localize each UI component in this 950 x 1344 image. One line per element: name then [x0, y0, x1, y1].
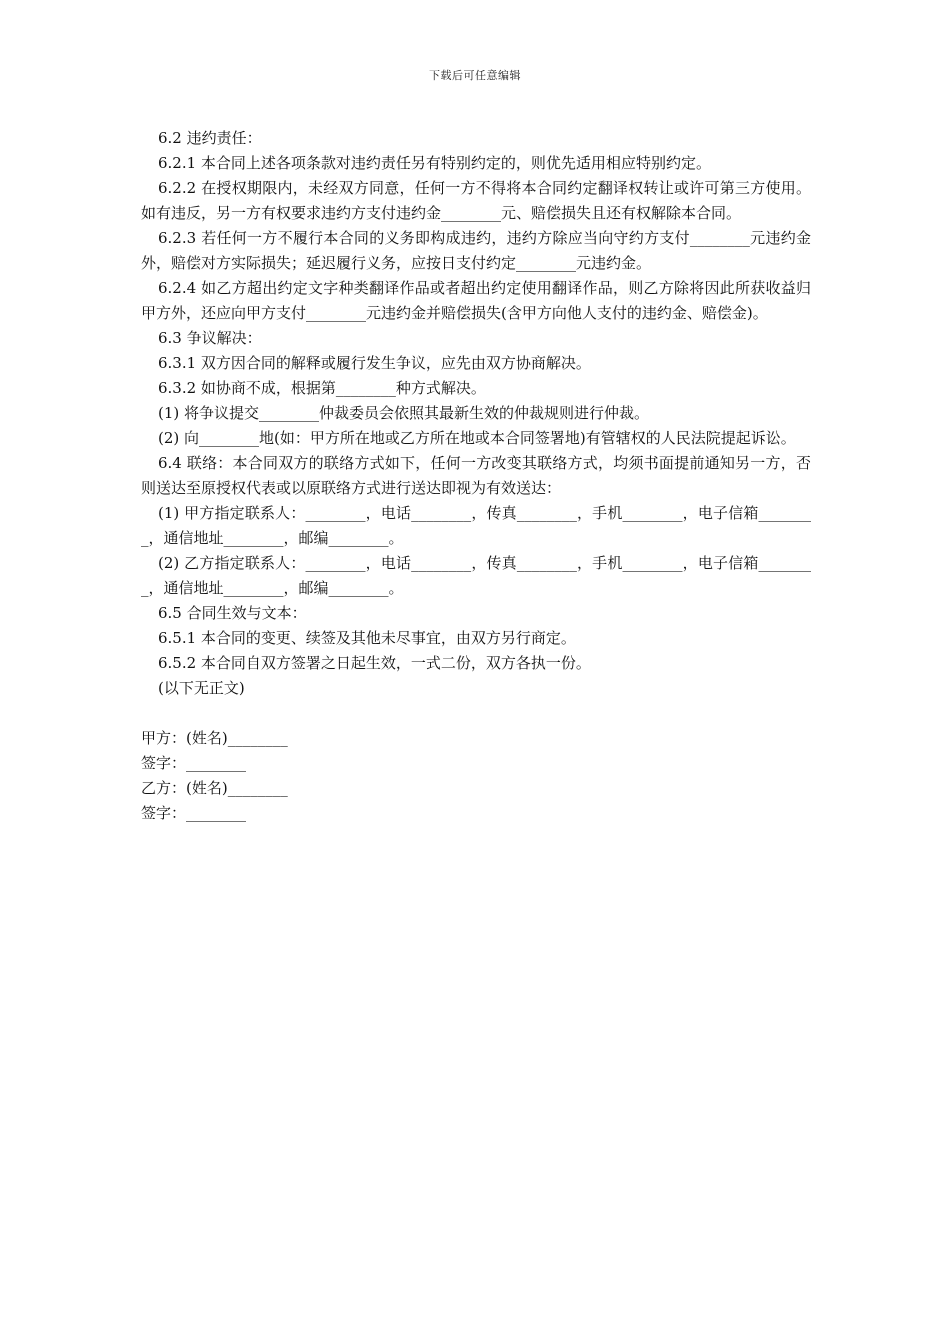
clause-paragraph: 6.2.2 在授权期限内，未经双方同意，任何一方不得将本合同约定翻译权转让或许可第三方使用。如有违反，另一方有权要求违约方支付违约金________元、赔偿损失且还有权解除本合同。 — [141, 179, 811, 222]
signature-line-party-b-sign: 签字：________ — [141, 804, 247, 822]
clause-paragraph: 6.5.1 本合同的变更、续签及其他未尽事宜，由双方另行商定。 — [158, 629, 576, 647]
document-body — [141, 126, 811, 826]
page-header: 下载后可任意编辑 — [429, 69, 521, 82]
signature-line-party-a: 甲方：(姓名)________ — [141, 729, 288, 747]
clause-paragraph: 6.2.4 如乙方超出约定文字种类翻译作品或者超出约定使用翻译作品，则乙方除将因此所获收益归甲方外，还应向甲方支付________元违约金并赔偿损失(含甲方向他人支付的违约金、赔偿金)。 — [141, 279, 811, 322]
clause-paragraph: 6.2.3 若任何一方不履行本合同的义务即构成违约，违约方除应当向守约方支付________元违约金外，赔偿对方实际损失；延迟履行义务，应按日支付约定________元违约金。 — [141, 229, 811, 272]
clause-paragraph: (2) 向________地(如：甲方所在地或乙方所在地或本合同签署地)有管辖权的人民法院提起诉讼。 — [158, 429, 796, 447]
section-heading: 6.5 合同生效与文本： — [158, 604, 307, 622]
clause-paragraph: (1) 将争议提交________仲裁委员会依照其最新生效的仲裁规则进行仲裁。 — [158, 404, 650, 422]
section-heading: 6.2 违约责任： — [158, 129, 262, 147]
clause-paragraph: 6.3.2 如协商不成，根据第________种方式解决。 — [158, 379, 486, 397]
signature-line-party-a-sign: 签字：________ — [141, 754, 247, 772]
clause-paragraph: 6.2.1 本合同上述各项条款对违约责任另有特别约定的，则优先适用相应特别约定。 — [158, 154, 711, 172]
contact-paragraph: (2) 乙方指定联系人：________，电话________，传真________，手机________，电子信箱________，通信地址________，邮编________。 — [141, 554, 811, 597]
signature-line-party-b: 乙方：(姓名)________ — [141, 779, 288, 797]
section-heading: 6.3 争议解决： — [158, 329, 262, 347]
clause-paragraph: 6.3.1 双方因合同的解释或履行发生争议，应先由双方协商解决。 — [158, 354, 591, 372]
end-of-text-note: (以下无正文) — [158, 679, 245, 697]
blank-line — [141, 701, 811, 726]
clause-paragraph: 6.4 联络：本合同双方的联络方式如下，任何一方改变其联络方式，均须书面提前通知另一方，否则送达至原授权代表或以原联络方式进行送达即视为有效送达： — [141, 454, 811, 497]
contact-paragraph: (1) 甲方指定联系人：________，电话________，传真________，手机________，电子信箱________，通信地址________，邮编________。 — [141, 504, 811, 547]
clause-paragraph: 6.5.2 本合同自双方签署之日起生效，一式二份，双方各执一份。 — [158, 654, 591, 672]
